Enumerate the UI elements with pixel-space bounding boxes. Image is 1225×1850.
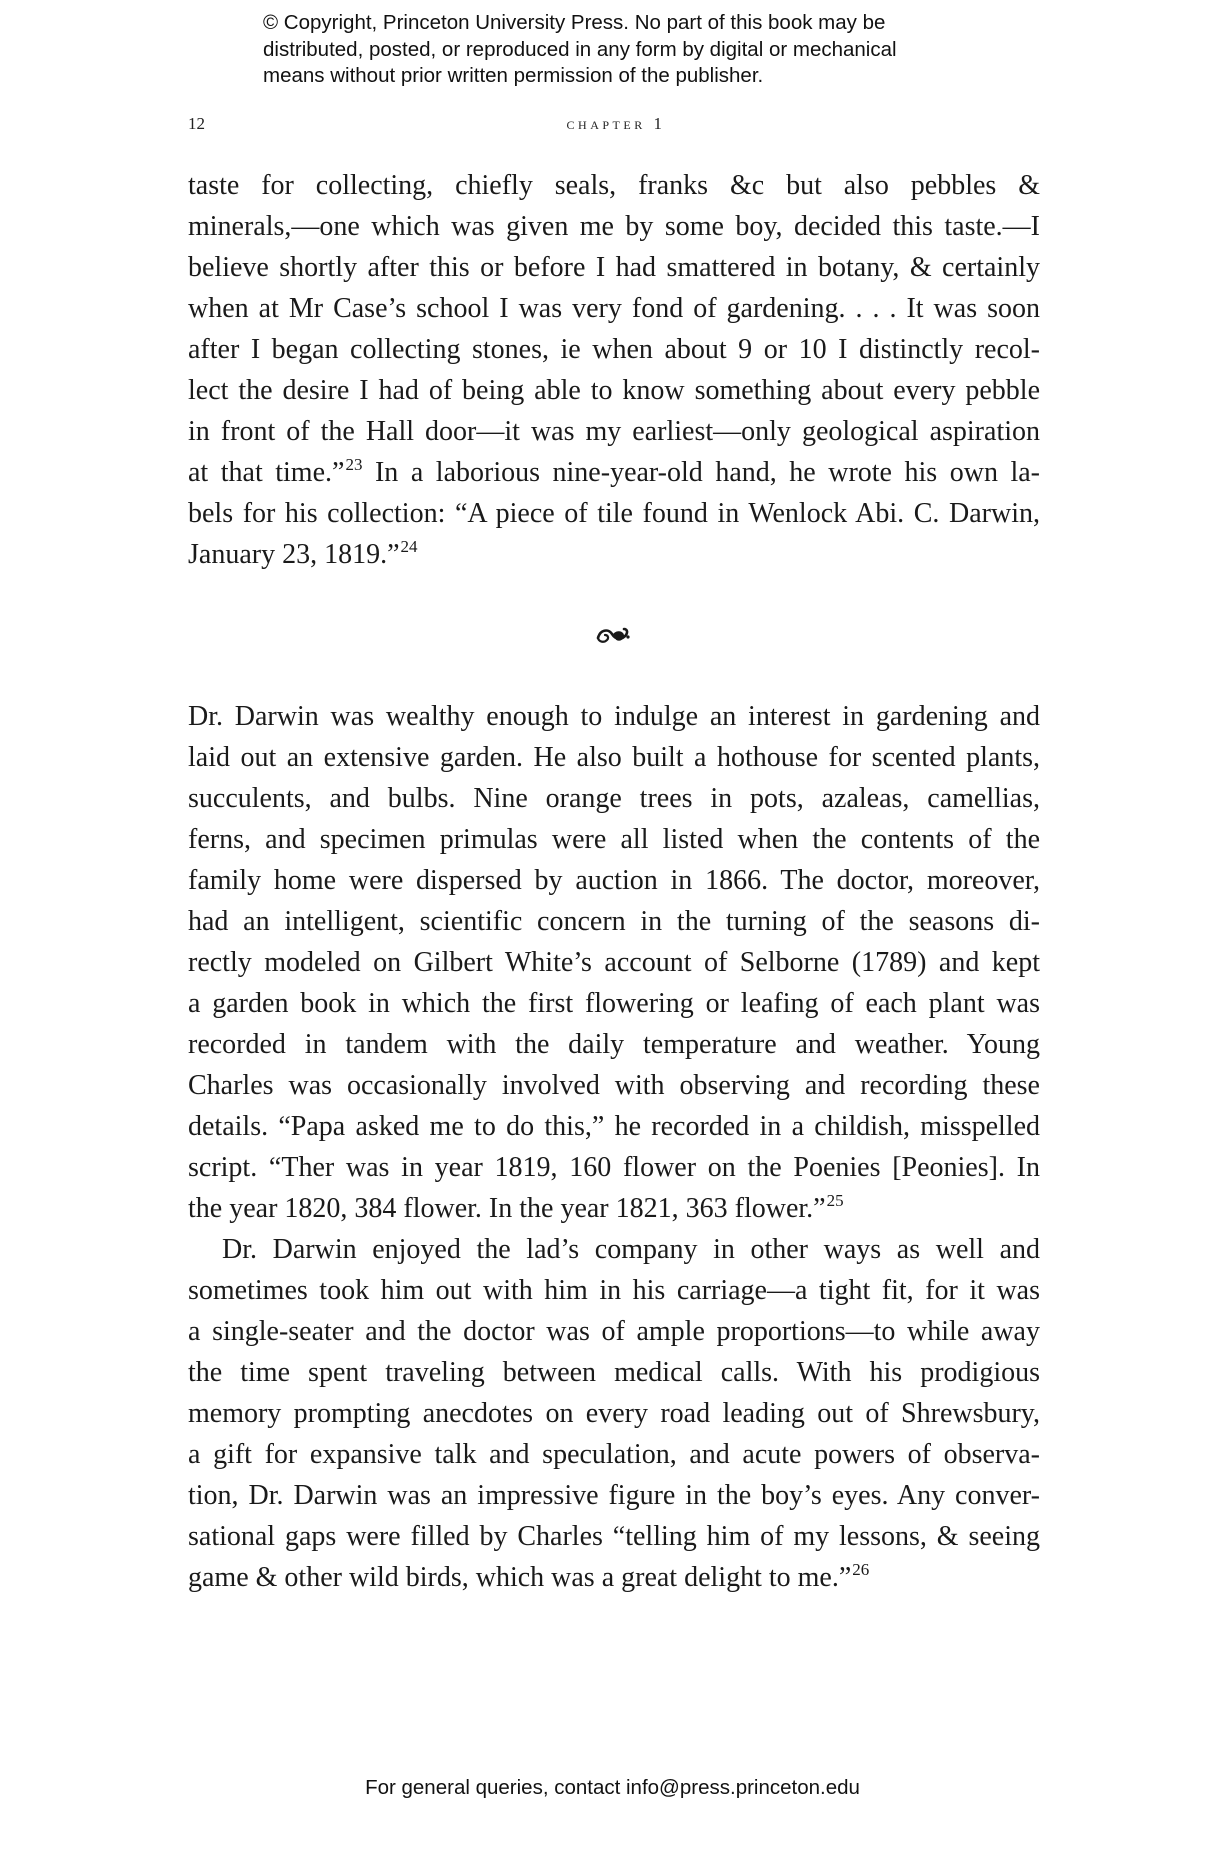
text-line: details. “Papa asked me to do this,” he recorded in a childish, misspelled [188,1111,1040,1142]
text-line: a garden book in which the first flowering or leafing of each plant was [188,988,1040,1019]
copyright-line: distributed, posted, or reproduced in any form by digital or mechanical [263,37,897,61]
text-line: succulents, and bulbs. Nine orange trees in pots, azaleas, camellias, [188,783,1040,814]
footnote-ref-25[interactable]: 25 [826,1191,844,1210]
text-line [188,1188,1040,1229]
text-line: a single-seater and the doctor was of ample proportions—to while away [188,1316,1040,1347]
chapter-heading: chapter 1 [566,114,666,133]
text-line: when at Mr Case’s school I was very fond of gardening. . . . It was soon [188,293,1040,324]
footnote-ref-26[interactable]: 26 [852,1560,870,1579]
text-line: lect the desire I had of being able to know something about every pebble [188,375,1040,406]
text-line: a gift for expansive talk and speculation, and acute powers of observa- [188,1439,1040,1470]
text-line: bels for his collection: “A piece of tile found in Wenlock Abi. C. Darwin, [188,498,1040,529]
text-line: memory prompting anecdotes on every road leading out of Shrewsbury, [188,1398,1040,1429]
text-line: recorded in tandem with the daily temperature and weather. Young [188,1029,1040,1060]
footnote-ref-24[interactable]: 24 [400,537,418,556]
copyright-notice [263,10,1023,90]
text-line: minerals,—one which was given me by some boy, decided this taste.—I [188,211,1040,242]
paragraph-garden [188,696,1040,1229]
page-number: 12 [188,114,205,133]
text-line [188,452,1040,493]
text-line: rectly modeled on Gilbert White’s account of Selborne (1789) and kept [188,947,1040,978]
text-line: Charles was occasionally involved with observing and recording these [188,1070,1040,1101]
text-segment: at that time.” [188,457,345,488]
fleuron-icon [594,622,632,648]
text-line: sational gaps were filled by Charles “telling him of my lessons, & seeing [188,1521,1040,1552]
text-line [188,1557,1040,1598]
text-line: family home were dispersed by auction in 1866. The doctor, moreover, [188,865,1040,896]
text-segment: game & other wild birds, which was a great delight to me.” [188,1562,852,1593]
copyright-line: © Copyright, Princeton University Press. No part of this book may be [263,11,886,34]
text-segment: the year 1820, 384 flower. In the year 1821, 363 flower.” [188,1193,826,1224]
footnote-ref-23[interactable]: 23 [345,455,363,474]
paragraph-collecting [188,165,1040,575]
text-line: script. “Ther was in year 1819, 160 flower on the Poenies [Peonies]. In [188,1152,1040,1183]
paragraph-carriage [188,1229,1040,1598]
text-line: sometimes took him out with him in his carriage—a tight fit, for it was [188,1275,1040,1306]
text-line: tion, Dr. Darwin was an impressive figure in the boy’s eyes. Any conver- [188,1480,1040,1511]
text-segment: In a laborious nine-year-old hand, he wrote his own la- [362,457,1041,488]
copyright-line: means without prior written permission of the publisher. [263,64,764,87]
text-line: taste for collecting, chiefly seals, franks &c but also pebbles & [188,170,1040,201]
text-line: ferns, and specimen primulas were all listed when the contents of the [188,824,1040,855]
text-line: laid out an extensive garden. He also built a hothouse for scented plants, [188,742,1040,773]
running-head [188,112,1044,140]
text-line: after I began collecting stones, ie when about 9 or 10 I distinctly recol- [188,334,1040,365]
text-line: believe shortly after this or before I had smattered in botany, & certainly [188,252,1040,283]
text-line: had an intelligent, scientific concern in the turning of the seasons di- [188,906,1040,937]
text-line [188,534,1040,575]
contact-footer: For general queries, contact info@press.princeton.edu [365,1776,860,1799]
section-break-ornament [0,622,1225,652]
text-line: Dr. Darwin enjoyed the lad’s company in other ways as well and [222,1234,1040,1265]
text-line: in front of the Hall door—it was my earliest—only geological aspiration [188,416,1040,447]
text-line: the time spent traveling between medical calls. With his prodigious [188,1357,1040,1388]
text-segment: January 23, 1819.” [188,539,400,570]
text-line: Dr. Darwin was wealthy enough to indulge an interest in gardening and [188,701,1040,732]
